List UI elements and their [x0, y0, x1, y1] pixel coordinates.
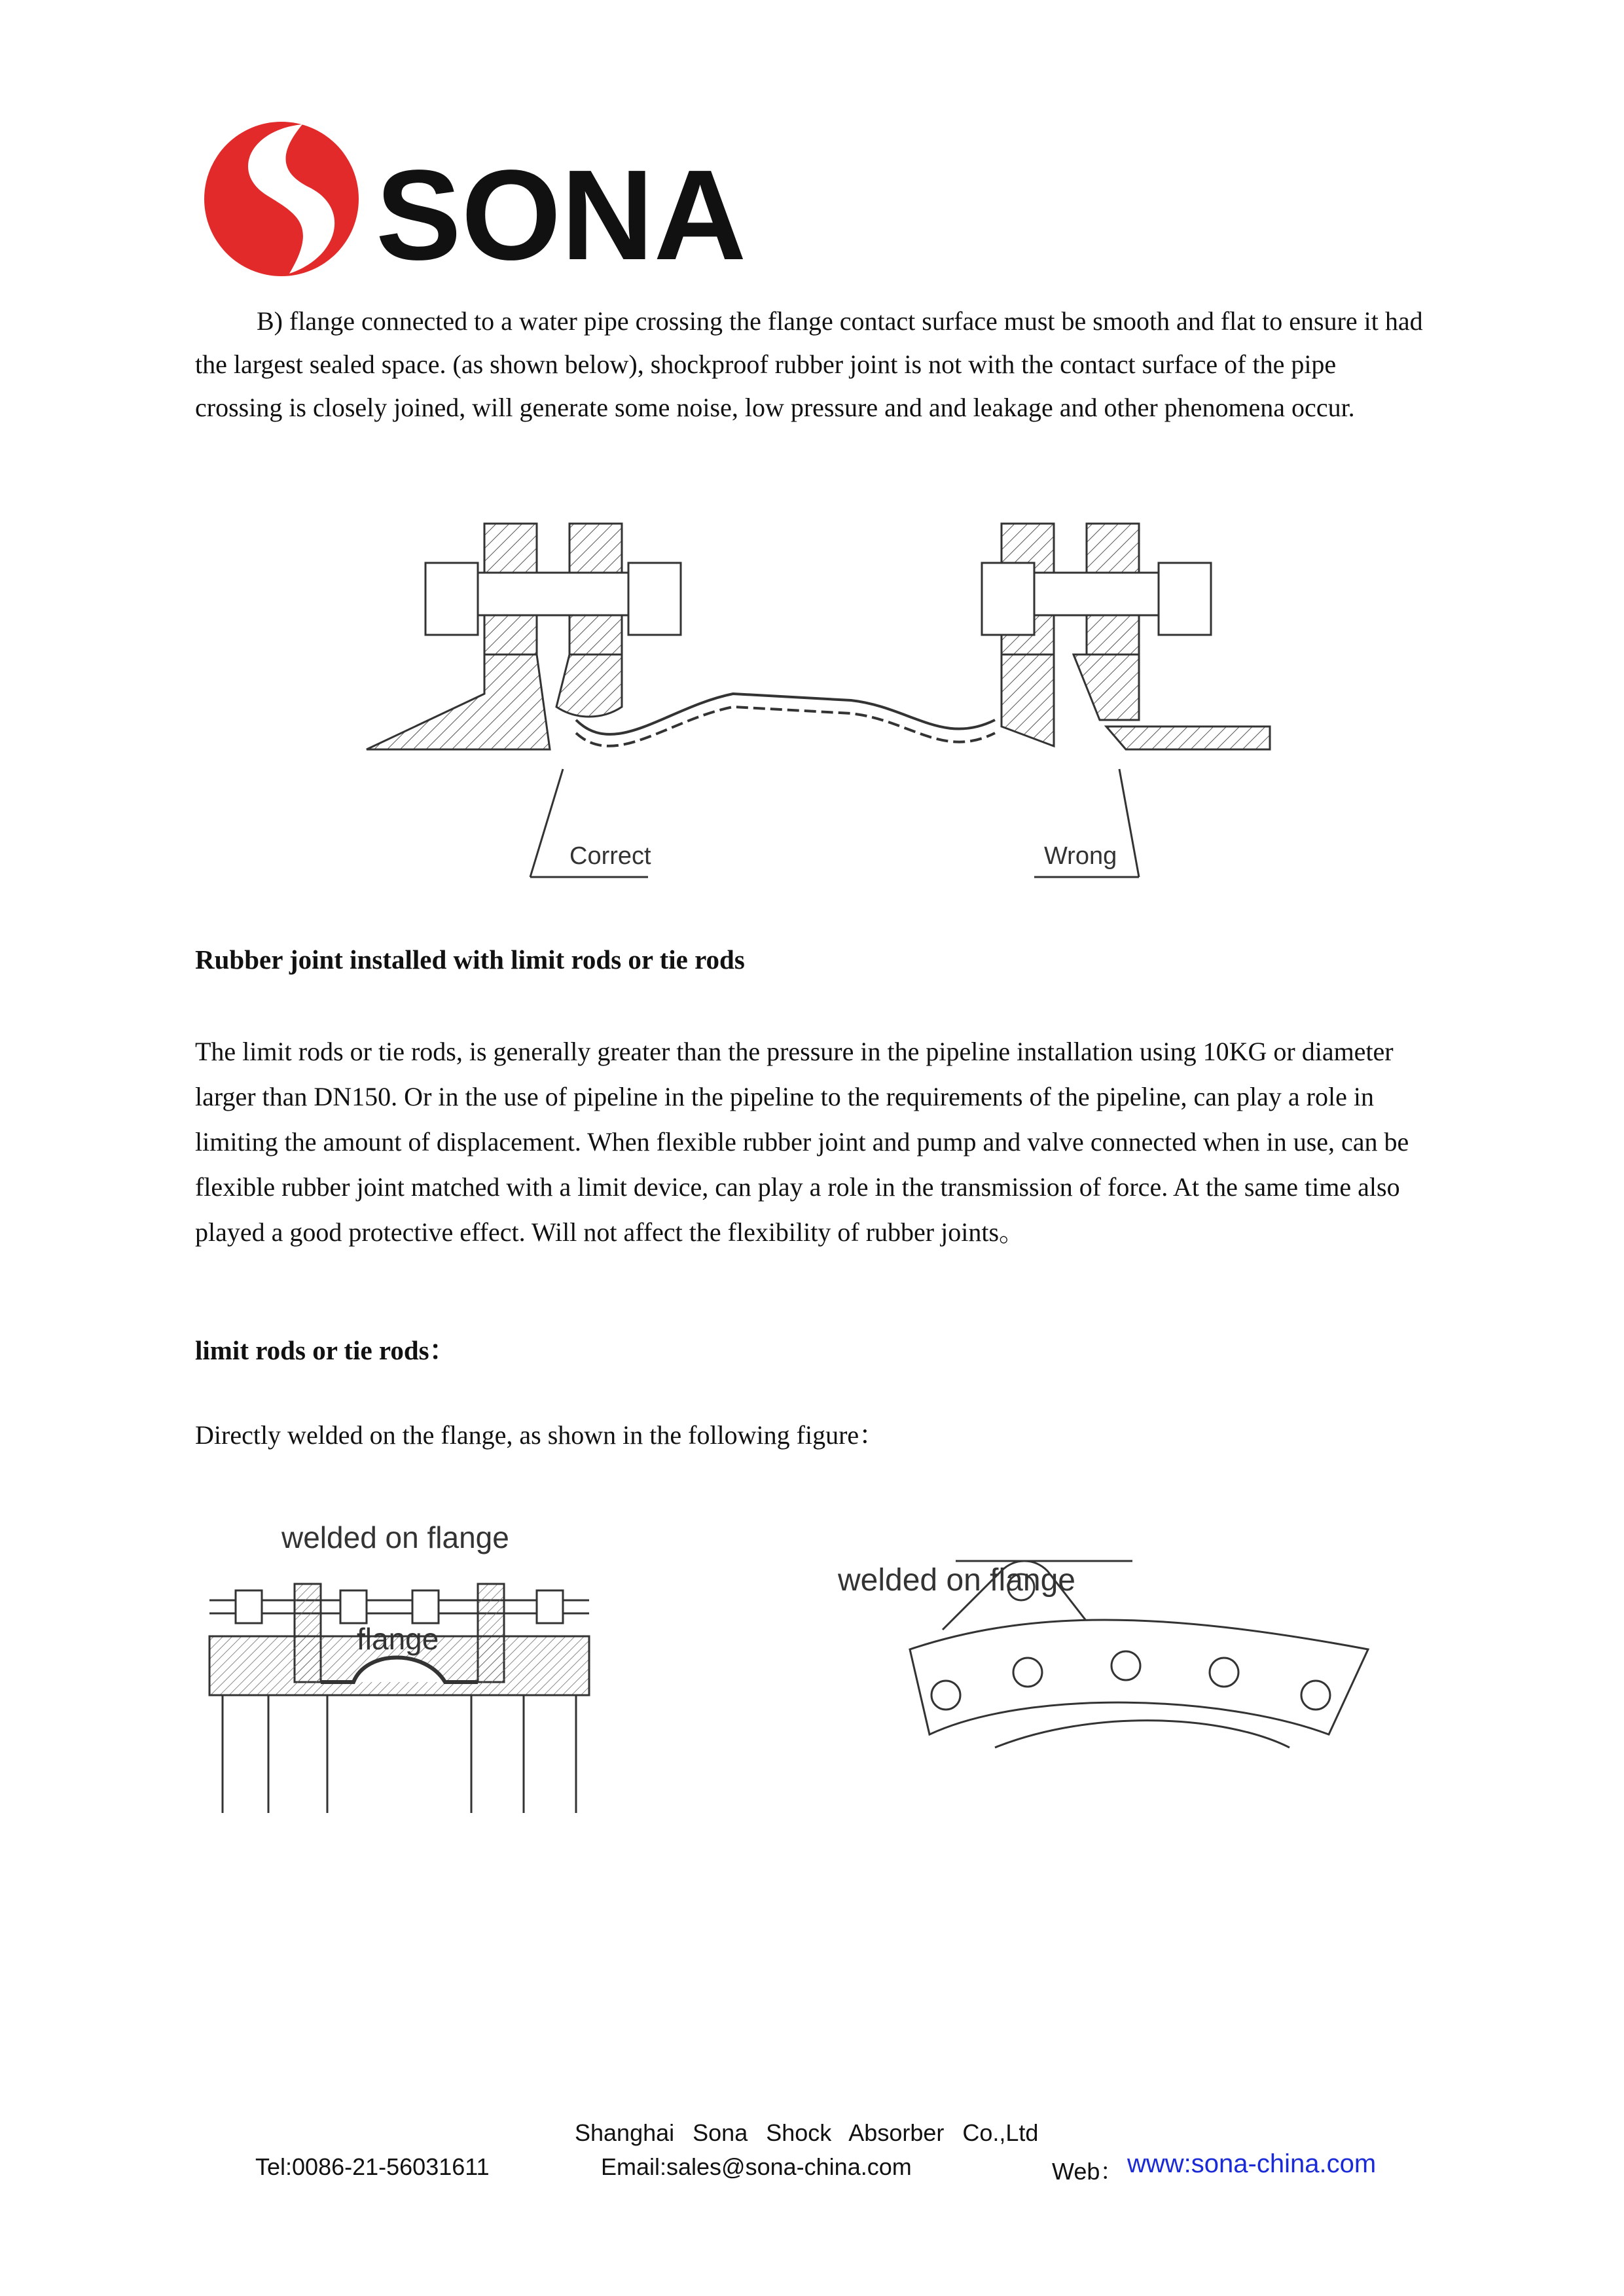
limit-rods-paragraph: The limit rods or tie rods, is generally greater than the pressure in the pipeline installation using 10KG or diameter larger than DN150. Or in the use of pipeline in the pipeline to the requirements of the pipeline, can play a role in limiting the amount of displacement. When flexible rubber joint and pump and valve connected when in use, can be flexible rubber joint matched with a limit device, can play a role in the transmission of force. At the same time also played a good protective effect. Will not affect the flexibility of rubber joints。 [195, 1037, 1409, 1247]
limit-rod-side-view-diagram [196, 1505, 615, 1813]
footer-tel: Tel:0086-21-56031611 [255, 2153, 490, 2180]
footer-web-label: Web： [1052, 2158, 1124, 2185]
correct-label: Correct [569, 842, 651, 870]
footer-email: Email:sales@sona-china.com [601, 2153, 912, 2180]
welded-on-flange-label: welded on flange [281, 1520, 509, 1554]
footer-website-link[interactable]: www:sona-china.com [1127, 2149, 1377, 2178]
sona-logo-mark [204, 122, 359, 276]
subheading-limit-rods: limit rods or tie rods： [195, 1335, 456, 1365]
welded-on-flange-label-front: welded on flange [838, 1563, 1075, 1598]
intro-paragraph: B) flange connected to a water pipe crossing the flange contact surface must be smooth and flat to ensure it had the largest sealed space. (as shown below), shockproof rubber joint is not with the contact surface of the pipe crossing is closely joined, will generate some noise, low pressure and and leakage and other phenomena occur. [195, 306, 1423, 422]
flange-label: flange [357, 1622, 439, 1656]
installation-diagram [353, 511, 1283, 884]
welded-description: Directly welded on the flange, as shown in the following figure： [195, 1420, 886, 1450]
limit-rod-front-view-diagram [831, 1525, 1381, 1800]
wrong-label: Wrong [1044, 842, 1117, 870]
footer-company: Shanghai Sona Shock Absorber Co.,Ltd [575, 2119, 1039, 2146]
section-heading-limit-rods: Rubber joint installed with limit rods or tie rods [195, 944, 745, 975]
logo-wordmark: SONA [376, 143, 747, 287]
sona-logo [204, 110, 767, 288]
